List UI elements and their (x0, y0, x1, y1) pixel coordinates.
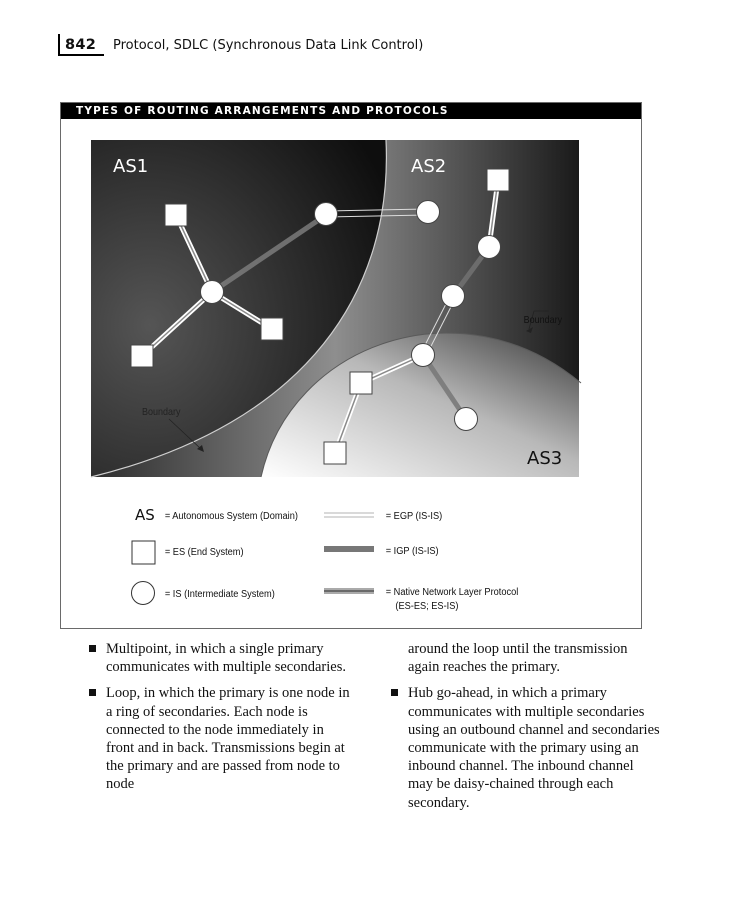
legend-igp-line-icon (324, 546, 374, 552)
bullet-marker (89, 645, 96, 652)
as2-label: AS2 (411, 156, 447, 177)
running-title: Protocol, SDLC (Synchronous Data Link Control) (113, 38, 424, 53)
end-system-node (487, 169, 509, 191)
intermediate-system-node (417, 201, 440, 224)
routing-diagram (61, 103, 641, 628)
intermediate-system-node (442, 285, 465, 308)
bullet-text-multipoint: Multipoint, in which a single primary communicates with multiple secondaries. (106, 641, 346, 676)
end-system-node (350, 372, 372, 394)
intermediate-system-node (412, 344, 435, 367)
legend-igp-text: = IGP (IS-IS) (385, 545, 439, 558)
list-item (390, 684, 660, 811)
legend-end-system-icon (132, 541, 155, 564)
boundary-label-left: Boundary (142, 406, 181, 419)
routing-figure (60, 102, 642, 629)
as1-label: AS1 (113, 156, 149, 177)
end-system-node (165, 204, 187, 226)
page-header (58, 34, 678, 60)
end-system-node (324, 442, 346, 464)
legend-is-text: = IS (Intermediate System) (164, 588, 275, 601)
bullet-text-hub-go-ahead: Hub go-ahead, in which a primary communicates with multiple secondaries using an outbound channel and secondaries communicate with the primary using an inbound channel. The inbound channel may be daisy-chained through each secondary. (408, 685, 660, 811)
header-rule-horizontal (58, 54, 104, 56)
legend-egp-text: = EGP (IS-IS) (385, 510, 443, 523)
legend-native-text-2: (ES-ES; ES-IS) (395, 600, 459, 613)
intermediate-system-node (478, 236, 501, 259)
bullet-text-loop: Loop, in which the primary is one node in a ring of secondaries. Each node is connected to the node immediately in front and in back. Transmissions begin at the primary and are passed from node to node (106, 685, 350, 793)
intermediate-system-node (315, 203, 338, 226)
bullet-marker (391, 689, 398, 696)
end-system-node (261, 318, 283, 340)
legend-intermediate-system-icon (132, 582, 155, 605)
loop-continuation-text: around the loop until the transmission again reaches the primary. (408, 641, 628, 676)
end-system-node (131, 345, 153, 367)
boundary-label-right: Boundary (523, 314, 563, 327)
header-rule-vertical (58, 34, 60, 56)
legend-as-text: = Autonomous System (Domain) (164, 510, 298, 523)
page-number: 842 (65, 37, 97, 53)
legend-native-text: = Native Network Layer Protocol (385, 586, 519, 599)
legend-es-text: = ES (End System) (164, 546, 244, 559)
list-item (88, 684, 350, 793)
as3-label: AS3 (527, 448, 563, 469)
intermediate-system-node (201, 281, 224, 304)
body-column-right (390, 640, 660, 820)
legend-as-symbol: AS (135, 506, 155, 524)
body-column-left (88, 640, 350, 802)
figure-title: TYPES OF ROUTING ARRANGEMENTS AND PROTOCOLS (61, 103, 641, 119)
list-item (88, 640, 350, 676)
intermediate-system-node (455, 408, 478, 431)
bullet-marker (89, 689, 96, 696)
